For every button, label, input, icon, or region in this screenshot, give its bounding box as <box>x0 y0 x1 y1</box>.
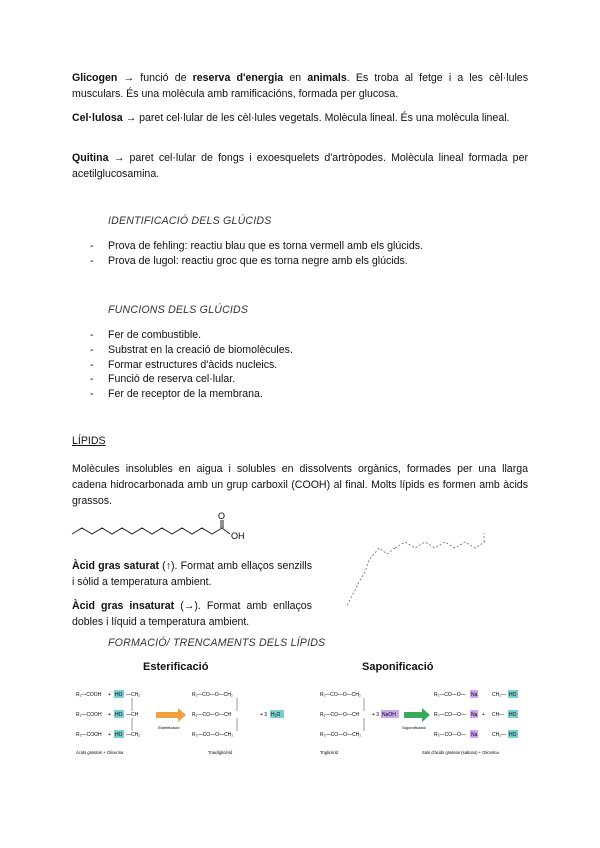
glicogen-paragraph: Glicogen → funció de reserva d'energia en animals. Es troba al fetge i a les cèl·lules musculars. És una molècula amb ramificacións, formada per glucosa. <box>72 72 528 100</box>
svg-text:R₃—CO—O—CH₂: R₃—CO—O—CH₂ <box>192 732 234 738</box>
svg-text:H₂O: H₂O <box>271 712 281 718</box>
list-item: - Prova de fehling: reactiu blau que es torna vermell amb els glúcids. <box>90 239 423 254</box>
insaturat-term: Àcid gras insaturat <box>72 600 175 612</box>
formacio-heading: FORMACIÓ/ TRENCAMENTS DELS LÍPIDS <box>108 637 326 649</box>
svg-text:Na: Na <box>471 692 478 698</box>
funcions-heading: FUNCIONS DELS GLÚCIDS <box>108 304 249 316</box>
svg-text:R₁—CO—O—CH₂: R₁—CO—O—CH₂ <box>192 692 233 698</box>
list-item: - Substrat en la creació de biomolècules. <box>90 343 293 358</box>
carbon-chain <box>72 528 222 534</box>
svg-text:R₂—CO—O—CH: R₂—CO—O—CH <box>192 712 232 718</box>
saponificacio-left-caption: Triglicèrid <box>320 750 338 755</box>
insaturat-paragraph: Àcid gras insaturat (→). Format amb enllaços dobles i líquid a temperatura ambient. <box>72 600 312 628</box>
svg-text:HO: HO <box>115 692 123 698</box>
svg-text:HO: HO <box>509 732 517 738</box>
svg-text:+ 3: + 3 <box>260 712 268 718</box>
svg-text:CH—: CH— <box>492 712 505 718</box>
saponification-diagram <box>314 684 544 756</box>
svg-text:R₃—CO—O—CH₂: R₃—CO—O—CH₂ <box>320 732 362 738</box>
svg-text:Esterificació: Esterificació <box>158 725 180 730</box>
esterificacio-title: Esterificació <box>143 661 209 673</box>
svg-text:+: + <box>108 712 111 718</box>
oxygen-label: O <box>218 511 226 521</box>
svg-text:—CH₂: —CH₂ <box>126 732 141 738</box>
svg-text:+: + <box>108 692 111 698</box>
cellulosa-term: Cel·lulosa <box>72 112 123 124</box>
hydroxyl-label: OH <box>231 531 245 541</box>
esterification-diagram <box>70 684 300 756</box>
saturat-paragraph: Àcid gras saturat (↑). Format amb ellaços senzills i sòlid a temperatura ambient. <box>72 560 312 588</box>
svg-text:CH₂—: CH₂— <box>492 692 507 698</box>
triglyceride <box>320 692 399 738</box>
svg-text:R₃—COOH: R₃—COOH <box>76 732 102 738</box>
svg-text:R₂—COOH: R₂—COOH <box>76 712 102 718</box>
svg-text:R₂—CO—O—CH: R₂—CO—O—CH <box>320 712 360 718</box>
unsaturated-fatty-acid-diagram <box>345 528 505 628</box>
saponificacio-right-caption: Sals d'àcids grassos (sabons) + Glicerina <box>422 750 499 755</box>
esterification-arrow <box>156 708 186 722</box>
svg-text:+ 3: + 3 <box>372 712 380 718</box>
glicogen-term: Glicogen <box>72 72 118 84</box>
svg-text:—CH₂: —CH₂ <box>126 692 141 698</box>
list-item: - Funció de reserva cel·lular. <box>90 372 293 387</box>
saponificacio-title: Saponificació <box>362 661 434 673</box>
svg-text:R₃—CO—O—: R₃—CO—O— <box>434 732 467 738</box>
funcions-list <box>90 328 293 402</box>
quitina-term: Quitina <box>72 152 109 164</box>
saturat-term: Àcid gras saturat <box>72 560 159 572</box>
svg-text:NaOH: NaOH <box>382 712 396 718</box>
list-item: - Fer de combustible. <box>90 328 293 343</box>
svg-text:R₂—CO—O—: R₂—CO—O— <box>434 712 466 718</box>
svg-text:+: + <box>482 712 485 718</box>
svg-text:R₁—COOH: R₁—COOH <box>76 692 102 698</box>
svg-text:CH₂—: CH₂— <box>492 732 507 738</box>
svg-text:HO: HO <box>115 712 123 718</box>
triacylglycerol <box>192 692 284 738</box>
esterificacio-left-caption: Àcids grassos + Glicerina <box>76 750 124 755</box>
lipids-intro: Molècules insolubles en aigua i solubles en dissolvents orgànics, formades per una llarga cadena hidrocarbonada amb un grup carboxil (COOH) al final. Molts lípids es formen amb àcids grassos. <box>72 463 528 507</box>
svg-text:R₁—CO—O—CH₂: R₁—CO—O—CH₂ <box>320 692 361 698</box>
svg-text:Na: Na <box>471 712 478 718</box>
list-item: - Fer de receptor de la membrana. <box>90 387 293 402</box>
svg-text:Saponificació: Saponificació <box>402 725 426 730</box>
svg-text:+: + <box>108 732 111 738</box>
svg-text:Na: Na <box>471 732 478 738</box>
list-item: - Formar estructures d'àcids nucleics. <box>90 358 293 373</box>
saponification-arrow <box>404 708 430 722</box>
lipids-title: LÍPIDS <box>72 435 106 447</box>
soaps-glycerol <box>434 690 518 738</box>
identificacio-list <box>90 239 423 269</box>
svg-text:HO: HO <box>509 692 517 698</box>
cellulosa-paragraph: Cel·lulosa → paret cel·lular de les cèl·lules vegetals. Molècula lineal. És una molècula lineal. <box>72 112 510 124</box>
quitina-paragraph: Quitina → paret cel·lular de fongs i exoesquelets d'artròpodes. Molècula lineal formada per acetilglucosamina. <box>72 152 528 180</box>
fatty-acids-glycerol <box>76 690 140 738</box>
saturated-fatty-acid-diagram <box>72 512 252 546</box>
svg-text:R₁—CO—O—: R₁—CO—O— <box>434 692 466 698</box>
svg-text:—CH: —CH <box>126 712 139 718</box>
esterificacio-right-caption: Triacilglicèrid <box>208 750 233 755</box>
list-item: - Prova de lugol: reactiu groc que es torna negre amb els glúcids. <box>90 254 423 269</box>
svg-text:HO: HO <box>115 732 123 738</box>
svg-text:HO: HO <box>509 712 517 718</box>
identificacio-heading: IDENTIFICACIÓ DELS GLÚCIDS <box>108 215 272 227</box>
